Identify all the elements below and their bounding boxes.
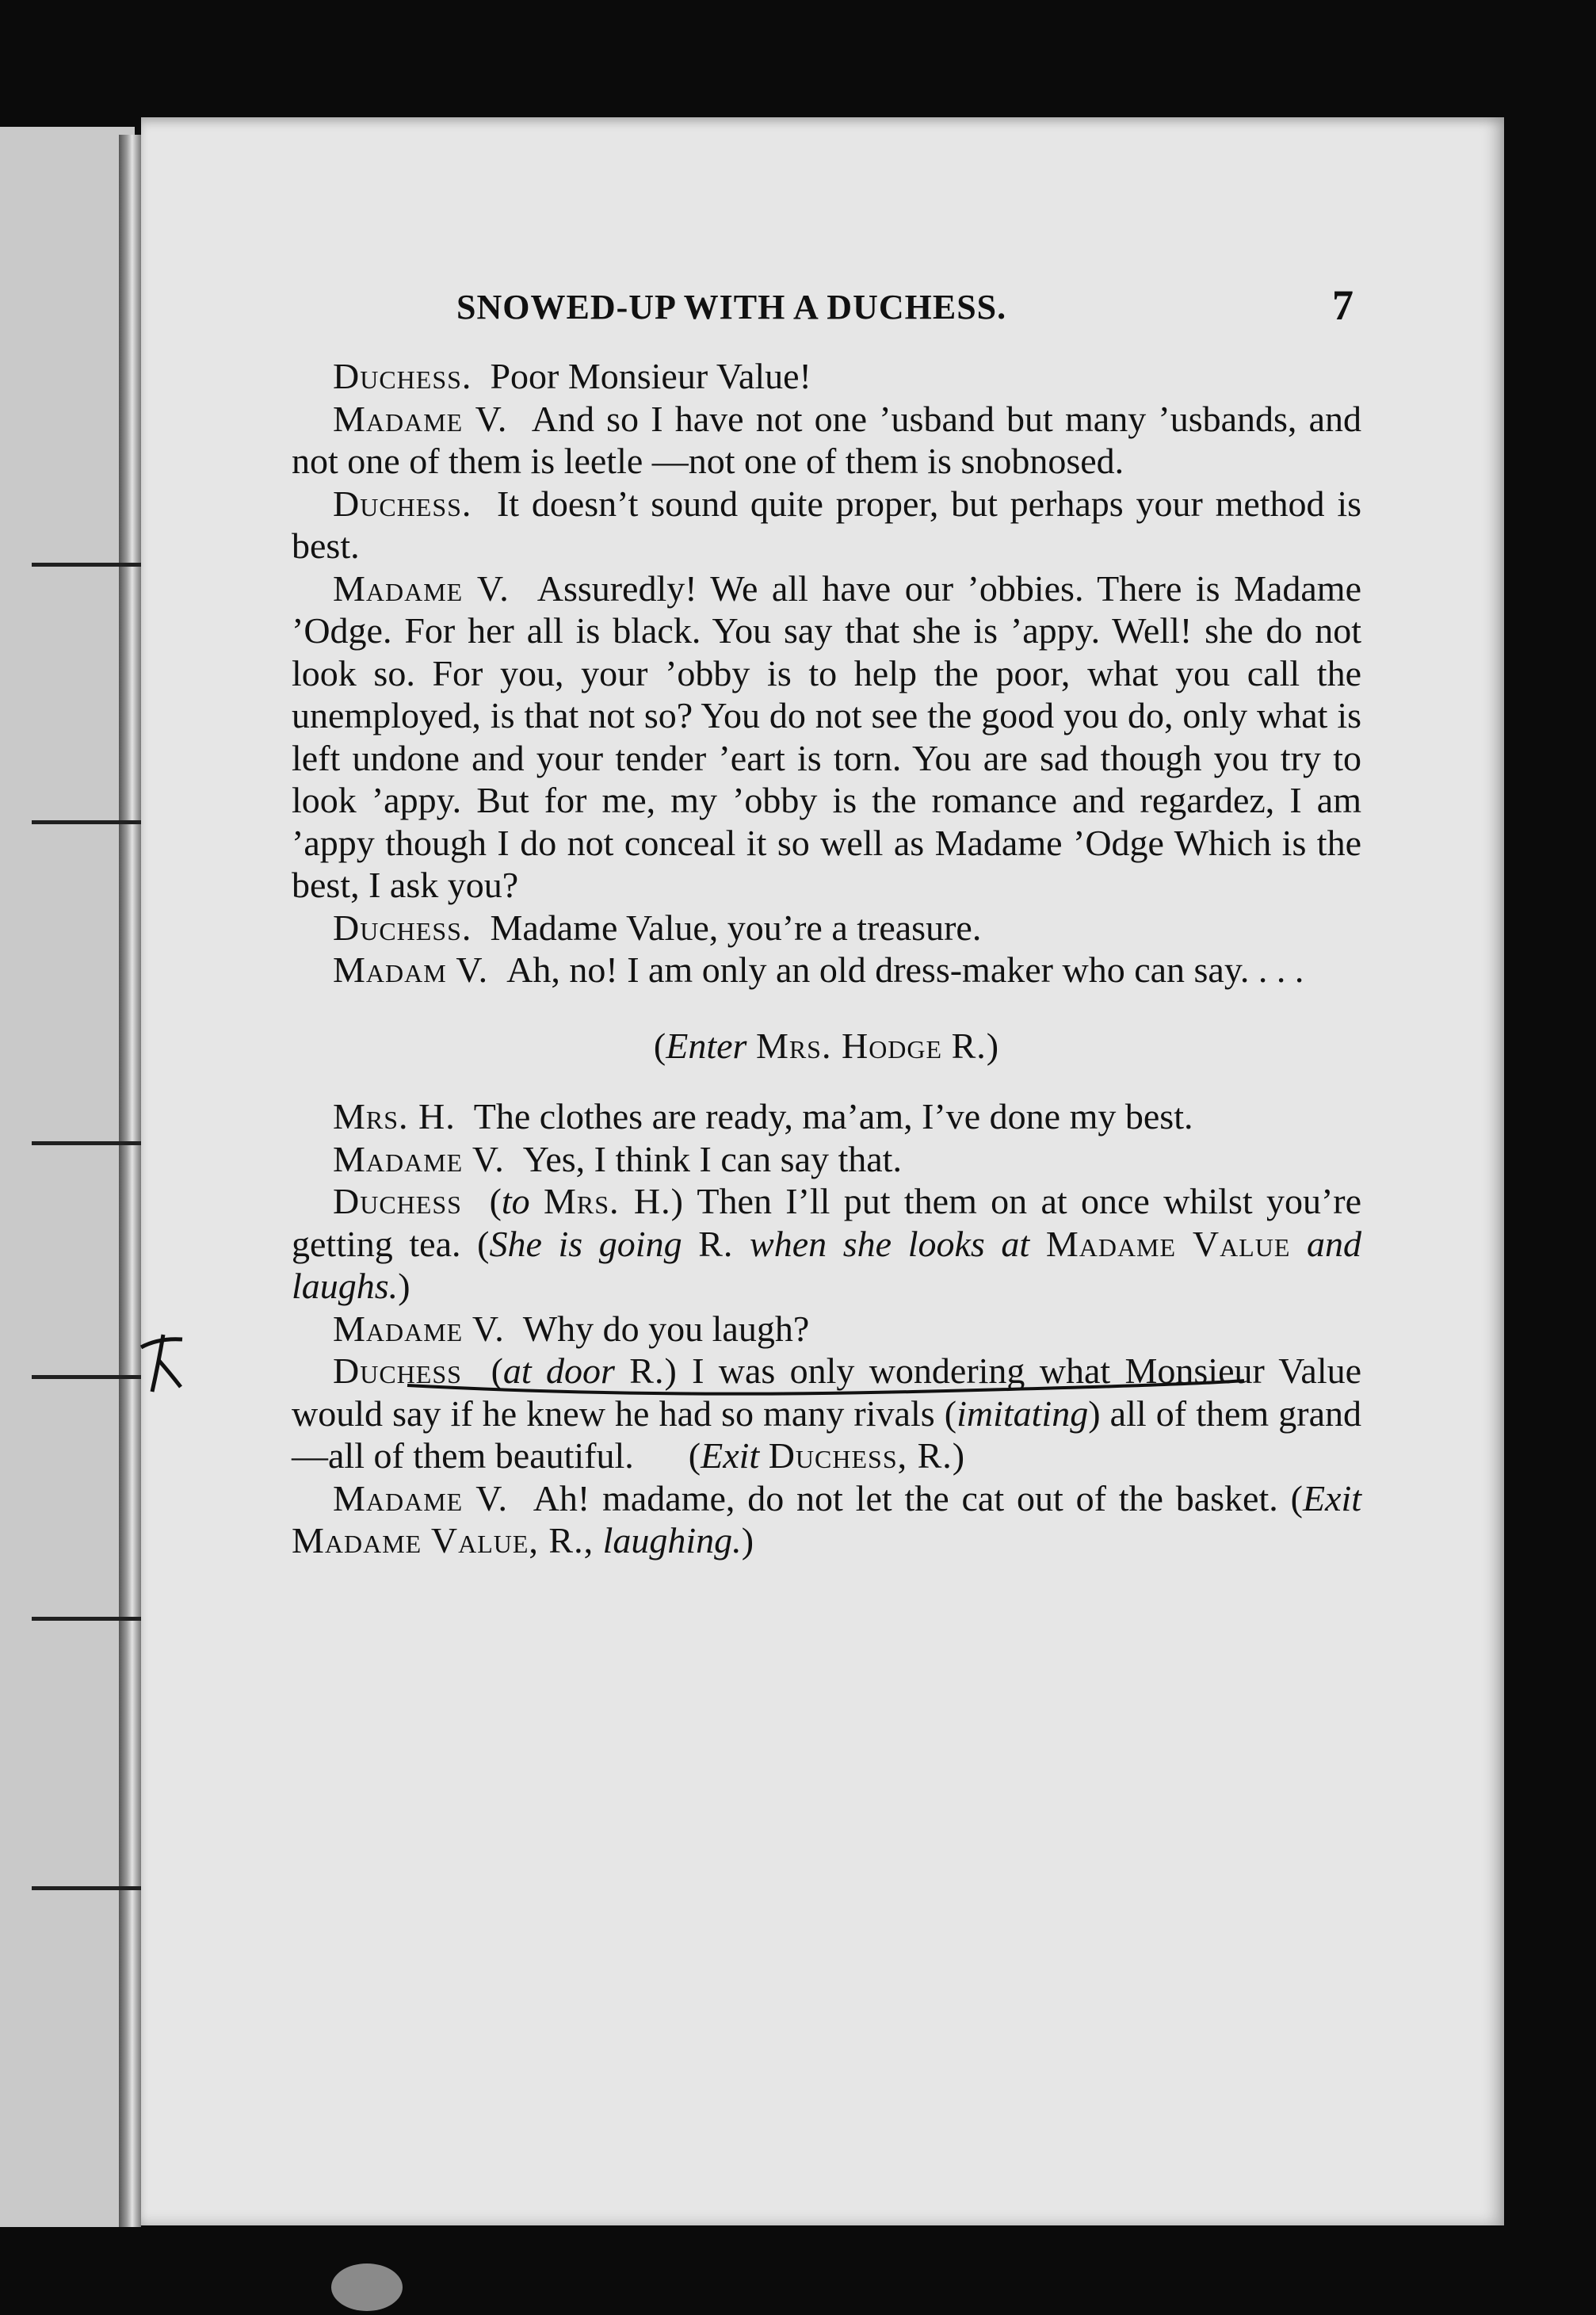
left-page-edge: [0, 127, 135, 2227]
dialogue-text: And so I have not one ’usband but many ’usbands, and not one of them is leetle —not one of them is snobnosed.: [292, 398, 1362, 481]
speaker: Madame V.: [333, 398, 508, 439]
dialogue-text: Then I’ll put them on at once whilst you’re getting tea.: [292, 1181, 1361, 1264]
underlined-text: The clothes are ready, ma’am, I’ve: [473, 1096, 981, 1136]
corner-smudge: [331, 2263, 403, 2311]
dialogue-text: Yes, I think I can say that.: [522, 1138, 902, 1179]
dialogue-text: Poor Monsieur Value!: [490, 356, 811, 396]
speaker: Madame V.: [333, 1308, 505, 1349]
dialogue-text: done my best.: [989, 1096, 1193, 1136]
handwritten-cross-mark: [135, 1331, 190, 1395]
speaker: Duchess.: [333, 907, 472, 948]
speaker: Duchess: [333, 1350, 462, 1391]
dialogue-line: [292, 567, 1361, 907]
dialogue-line: [292, 355, 1361, 398]
running-title: SNOWED-UP WITH A DUCHESS.: [456, 288, 1007, 327]
dialogue-text: Ah! madame, do not let the cat out of the basket.: [533, 1477, 1278, 1519]
dialogue-text: I was only wondering what Monsieur Value would say if he knew he had so many rivals: [292, 1350, 1362, 1434]
dialogue-text: It doesn’t sound quite proper, but perhaps your method is best.: [292, 483, 1362, 566]
book-page: [141, 117, 1504, 2225]
dialogue-line: [292, 1138, 1361, 1181]
speaker: Madame V.: [333, 567, 510, 609]
dialogue-line: [292, 398, 1361, 483]
handwritten-underline: [406, 1377, 1246, 1401]
speaker: Madame V.: [333, 1138, 505, 1179]
dialogue-text: Assuredly! We all have our ’obbies. There is Madame ’Odge. For her all is black. You say that she is ’appy. Well! she do not look so. For you, your ’obby is to help the poor, what you call the unemployed, is that not so? You do not see the good you do, only what is left undone and your tender ’eart is torn. You are sad though you try to look ’appy. But for me, my ’obby is the romance and regardez, I am ’appy though I do not conceal it so well as Madame ’Odge Which is the best, I ask you?: [292, 567, 1361, 905]
stage-character: Mrs. Hodge: [755, 1025, 943, 1066]
dialogue-text: Why do you laugh?: [522, 1308, 810, 1349]
dialogue-text: Madame Value, you’re a treasure.: [490, 907, 982, 948]
speaker: Duchess.: [333, 356, 472, 396]
stage-verb: Enter: [666, 1025, 747, 1066]
dialogue-line: [292, 1308, 1361, 1350]
book-spine: [119, 135, 141, 2227]
speaker: Mrs. H.: [333, 1096, 456, 1136]
dialogue-line: [292, 1095, 1361, 1138]
dialogue-text: Ah, no! I am only an old dress-maker who can say. . . .: [506, 949, 1304, 990]
dialogue-line: Madame V. Ah! madame, do not let the cat out of the basket. (Exit Madame Value, R., laughing.): [292, 1477, 1362, 1561]
speaker: Madam V.: [333, 949, 489, 990]
dialogue-line: [292, 907, 1361, 949]
dialogue-line: [292, 483, 1361, 567]
speaker: Madame V.: [333, 1477, 509, 1519]
speaker: Duchess.: [333, 483, 472, 524]
speaker: Duchess: [333, 1181, 462, 1221]
dialogue-line: Duchess (to Mrs. H.) Then I’ll put them on at once whilst you’re getting tea. (She is going R. when she looks at Madame Value and laughs.): [292, 1181, 1362, 1306]
dialogue-line: [292, 949, 1361, 991]
stage-direction: (Enter Mrs. Hodge R.): [653, 1025, 1000, 1066]
page-header: [292, 276, 1361, 347]
page-number: 7: [1332, 281, 1354, 329]
dialogue-line: Duchess (at door R.) I was only wondering what Monsieur Value would say if he knew he had so many rivals (imitating) all of them grand—all of them beautiful. (Exit Duchess, R.): [292, 1350, 1362, 1476]
dialogue-text: all of them grand—all of them beautiful.: [292, 1392, 1362, 1476]
